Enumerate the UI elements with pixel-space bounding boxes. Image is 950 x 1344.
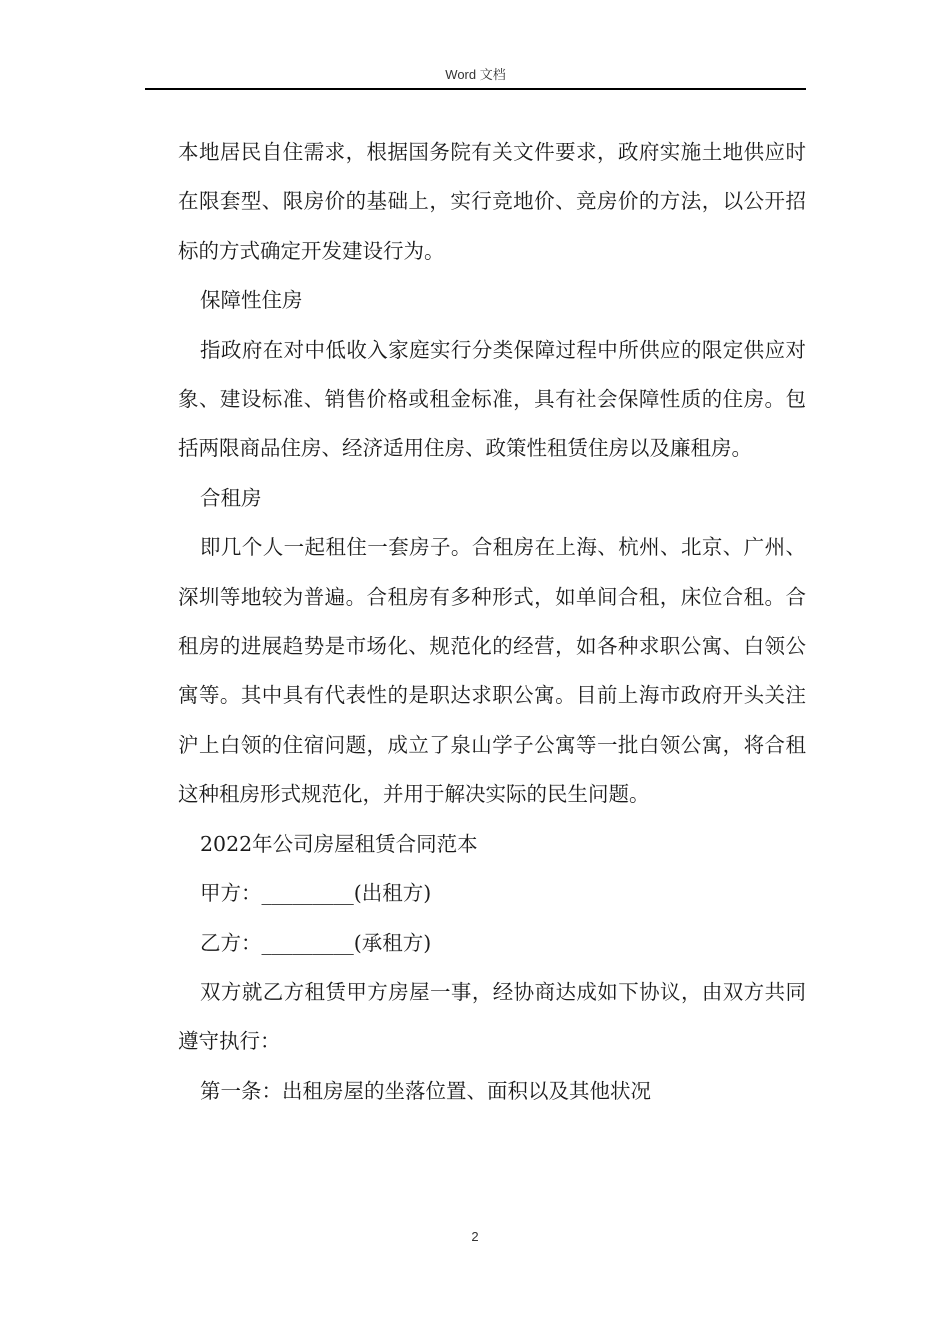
article-one-heading: 第一条：出租房屋的坐落位置、面积以及其他状况 xyxy=(200,1078,651,1103)
heading-shared-housing: 合租房 xyxy=(200,485,262,510)
page-footer xyxy=(0,1229,950,1244)
paragraph-intro: 本地居民自住需求，根据国务院有关文件要求，政府实施土地供应时在限套型、限房价的基础上，实行竞地价、竞房价的方法，以公开招标的方式确定开发建设行为。 xyxy=(178,140,806,263)
header-title: Word 文档 xyxy=(445,67,506,82)
page-number: 2 xyxy=(471,1229,479,1244)
heading-affordable-housing: 保障性住房 xyxy=(200,288,303,313)
party-b-line: 乙方：_________(承租方) xyxy=(200,930,432,955)
paragraph-shared-housing: 即几个人一起租住一套房子。合租房在上海、杭州、北京、广州、深圳等地较为普遍。合租房有多种形式，如单间合租，床位合租。合租房的进展趋势是市场化、规范化的经营，如各种求职公寓、白领公寓等。其中具有代表性的是职达求职公寓。目前上海市政府开头关注沪上白领的住宿问题，成立了泉山学子公寓等一批白领公寓，将合租这种租房形式规范化，并用于解决实际的民生问题。 xyxy=(178,535,806,807)
document-body xyxy=(178,128,806,1116)
paragraph-agreement: 双方就乙方租赁甲方房屋一事，经协商达成如下协议，由双方共同遵守执行： xyxy=(178,979,806,1054)
party-a-line: 甲方：_________(出租方) xyxy=(200,881,432,906)
heading-contract-title: 2022年公司房屋租赁合同范本 xyxy=(200,831,478,856)
page-header xyxy=(145,64,806,90)
paragraph-affordable-housing: 指政府在对中低收入家庭实行分类保障过程中所供应的限定供应对象、建设标准、销售价格或租金标准，具有社会保障性质的住房。包括两限商品住房、经济适用住房、政策性租赁住房以及廉租房。 xyxy=(178,337,806,461)
